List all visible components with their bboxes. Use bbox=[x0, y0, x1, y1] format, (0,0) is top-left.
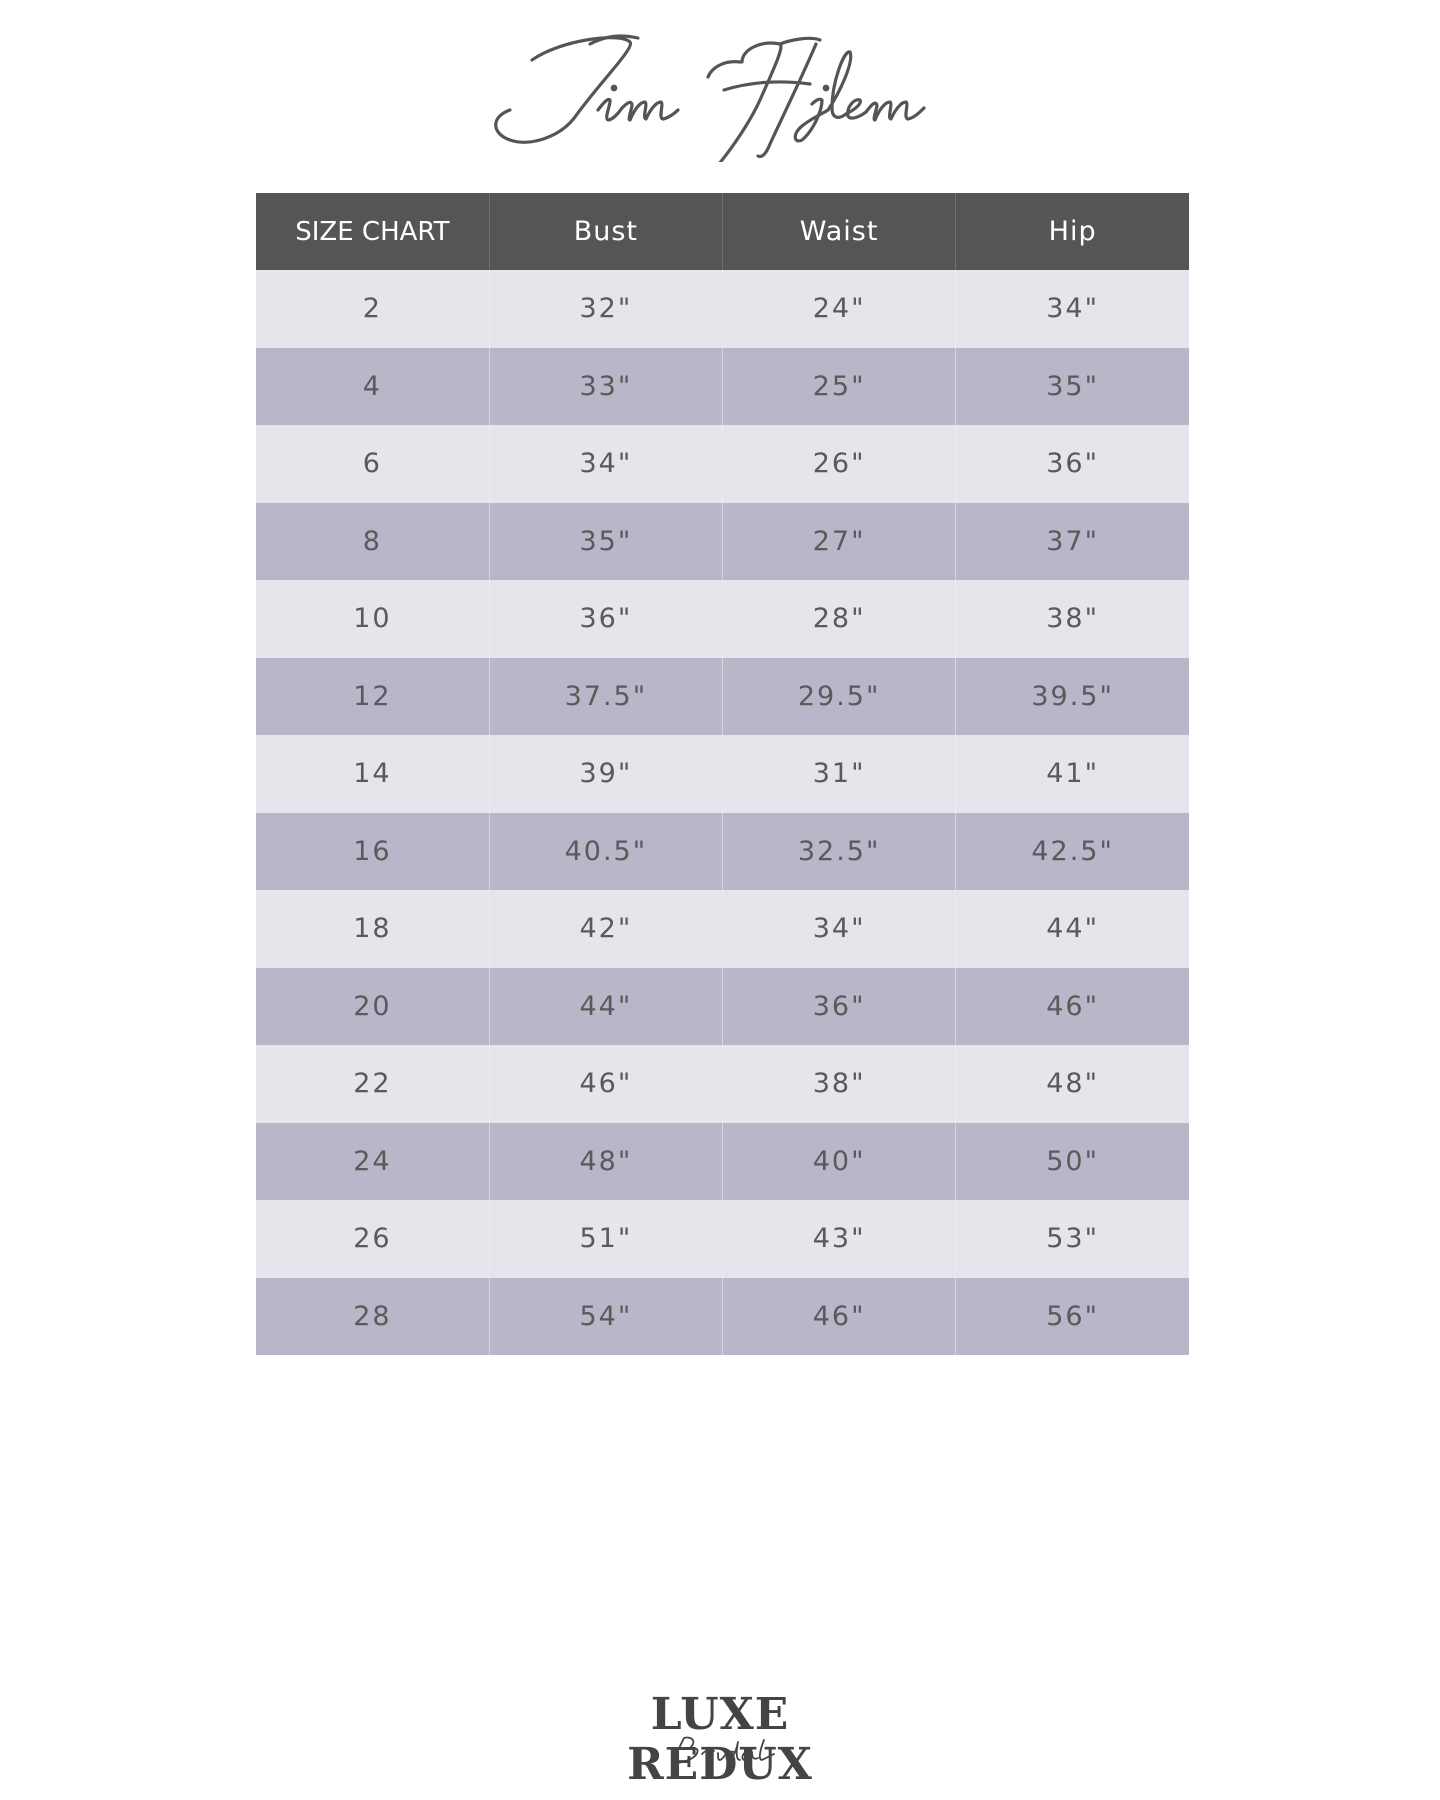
bust-cell: 48" bbox=[489, 1123, 722, 1201]
size-cell: 8 bbox=[256, 503, 489, 581]
hip-cell: 35" bbox=[956, 348, 1189, 426]
size-cell: 18 bbox=[256, 890, 489, 968]
size-cell: 10 bbox=[256, 580, 489, 658]
size-cell: 20 bbox=[256, 968, 489, 1046]
size-cell: 16 bbox=[256, 813, 489, 891]
table-header-row bbox=[256, 193, 1189, 270]
waist-cell: 43" bbox=[723, 1200, 956, 1278]
hip-cell: 34" bbox=[956, 270, 1189, 348]
hip-cell: 44" bbox=[956, 890, 1189, 968]
hip-cell: 42.5" bbox=[956, 813, 1189, 891]
table-row bbox=[256, 813, 1189, 891]
waist-cell: 31" bbox=[723, 735, 956, 813]
header-size-chart: SIZE CHART bbox=[256, 193, 489, 270]
bust-cell: 54" bbox=[489, 1278, 722, 1356]
brand-logo bbox=[480, 22, 960, 162]
hip-cell: 48" bbox=[956, 1045, 1189, 1123]
size-cell: 28 bbox=[256, 1278, 489, 1356]
size-cell: 12 bbox=[256, 658, 489, 736]
size-cell: 6 bbox=[256, 425, 489, 503]
table-row bbox=[256, 890, 1189, 968]
hip-cell: 37" bbox=[956, 503, 1189, 581]
hip-cell: 50" bbox=[956, 1123, 1189, 1201]
size-cell: 24 bbox=[256, 1123, 489, 1201]
size-cell: 26 bbox=[256, 1200, 489, 1278]
hip-cell: 36" bbox=[956, 425, 1189, 503]
luxe-redux-wordmark: LUXE REDUX bbox=[627, 1689, 813, 1790]
table-row bbox=[256, 580, 1189, 658]
header-hip: Hip bbox=[956, 193, 1189, 270]
bust-cell: 34" bbox=[489, 425, 722, 503]
bust-cell: 44" bbox=[489, 968, 722, 1046]
table-row bbox=[256, 503, 1189, 581]
table-row bbox=[256, 425, 1189, 503]
size-chart-table bbox=[256, 193, 1189, 1355]
bust-cell: 46" bbox=[489, 1045, 722, 1123]
table-row bbox=[256, 735, 1189, 813]
waist-cell: 24" bbox=[723, 270, 956, 348]
waist-cell: 46" bbox=[723, 1278, 956, 1356]
waist-cell: 28" bbox=[723, 580, 956, 658]
bust-cell: 33" bbox=[489, 348, 722, 426]
luxe-redux-logo bbox=[560, 1689, 880, 1790]
bridal-script-mark bbox=[660, 1732, 780, 1772]
header-bust: Bust bbox=[489, 193, 722, 270]
waist-cell: 26" bbox=[723, 425, 956, 503]
table-row bbox=[256, 1045, 1189, 1123]
waist-cell: 36" bbox=[723, 968, 956, 1046]
size-cell: 4 bbox=[256, 348, 489, 426]
hip-cell: 46" bbox=[956, 968, 1189, 1046]
waist-cell: 38" bbox=[723, 1045, 956, 1123]
hip-cell: 53" bbox=[956, 1200, 1189, 1278]
bust-cell: 37.5" bbox=[489, 658, 722, 736]
hip-cell: 38" bbox=[956, 580, 1189, 658]
size-cell: 14 bbox=[256, 735, 489, 813]
hip-cell: 56" bbox=[956, 1278, 1189, 1356]
hip-cell: 39.5" bbox=[956, 658, 1189, 736]
hip-cell: 41" bbox=[956, 735, 1189, 813]
bust-cell: 42" bbox=[489, 890, 722, 968]
bust-cell: 40.5" bbox=[489, 813, 722, 891]
table-row bbox=[256, 968, 1189, 1046]
bust-cell: 36" bbox=[489, 580, 722, 658]
size-cell: 22 bbox=[256, 1045, 489, 1123]
bust-cell: 32" bbox=[489, 270, 722, 348]
waist-cell: 25" bbox=[723, 348, 956, 426]
bust-cell: 35" bbox=[489, 503, 722, 581]
bust-cell: 39" bbox=[489, 735, 722, 813]
waist-cell: 34" bbox=[723, 890, 956, 968]
table-row bbox=[256, 658, 1189, 736]
waist-cell: 29.5" bbox=[723, 658, 956, 736]
table-row bbox=[256, 348, 1189, 426]
waist-cell: 40" bbox=[723, 1123, 956, 1201]
table-row bbox=[256, 270, 1189, 348]
table-row bbox=[256, 1278, 1189, 1356]
waist-cell: 27" bbox=[723, 503, 956, 581]
waist-cell: 32.5" bbox=[723, 813, 956, 891]
jim-hjelm-script-logo bbox=[480, 22, 960, 162]
bust-cell: 51" bbox=[489, 1200, 722, 1278]
header-waist: Waist bbox=[723, 193, 956, 270]
size-cell: 2 bbox=[256, 270, 489, 348]
table-row bbox=[256, 1123, 1189, 1201]
table-row bbox=[256, 1200, 1189, 1278]
